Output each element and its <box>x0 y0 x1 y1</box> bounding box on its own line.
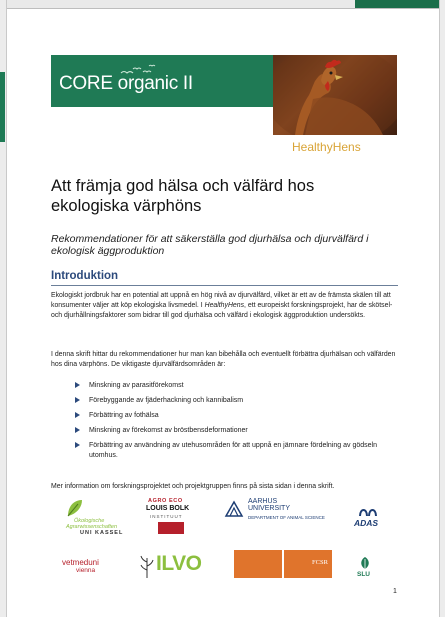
slu-leaf-icon <box>358 556 372 570</box>
page-number: 1 <box>393 588 397 595</box>
bullet-arrow-icon <box>75 427 80 433</box>
hen-photo <box>273 55 397 135</box>
welfare-areas-list <box>75 381 395 460</box>
list-item: Förbättring av användning av utehusområden för att uppnå en jämnare fördelning av gödseln utomhus. <box>75 441 395 460</box>
document-title: Att främja god hälsa och välfärd hos ekologiska värphöns <box>51 177 315 215</box>
window-right-edge <box>439 0 445 617</box>
aarhus-university-logo: AARHUS UNIVERSITY DEPARTMENT OF ANIMAL SCIENCE <box>224 498 334 528</box>
adas-logo: ADAS <box>352 504 384 532</box>
chicken-photo-icon <box>273 55 397 135</box>
bullet-arrow-icon <box>75 442 80 448</box>
louis-bolk-red-block <box>158 522 184 534</box>
intro-heading: Introduktion <box>51 270 119 282</box>
aarhus-seal-icon <box>224 500 244 518</box>
bullet-arrow-icon <box>75 382 80 388</box>
intro-paragraph <box>51 291 399 321</box>
window-top-tab <box>355 0 445 8</box>
project-name: HealthyHens <box>204 302 245 309</box>
vetmeduni-logo: vetmeduni vienna <box>62 558 99 574</box>
healthyhens-label: HealthyHens <box>292 140 361 154</box>
intro-paragraph-start: Ekologiskt jordbruk har en potential att uppnå en hög nivå av djurvälfärd, vilket är ett av de främsta skälen till att konsumenter väljer att köp ekologiska livsmedel. I <box>51 292 391 309</box>
uni-kassel-logo: Ökologische Agrarwissenschaften UNI KASSEL <box>62 498 124 534</box>
list-item: Förebyggande av fjäderhackning och kannibalism <box>75 396 395 405</box>
more-info-text: Mer information om forskningsprojektet och projektgruppen finns på sista sidan i denna skrift. <box>51 483 335 490</box>
document-page <box>8 12 438 612</box>
list-item: Förbättring av fothälsa <box>75 411 395 420</box>
fcsr-divider <box>282 550 284 578</box>
window-left-accent <box>0 72 5 142</box>
bullet-arrow-icon <box>75 397 80 403</box>
fcsr-logo: FCSR <box>234 550 332 578</box>
document-subtitle: Rekommendationer för att säkerställa god djurhälsa och djurvälfärd i ekologisk äggproduktion <box>51 233 369 257</box>
adas-arches-icon <box>359 504 377 516</box>
recommendations-paragraph: I denna skrift hittar du rekommendationer hur man kan bibehålla och eventuellt förbättra djurhälsan och välfärden hos dina värphöns. De viktigaste djurvälfärdsområden är: <box>51 351 396 368</box>
ilvo-plant-icon <box>140 554 154 578</box>
list-item: Minskning av förekomst av bröstbensdeformationer <box>75 426 395 435</box>
leaf-icon <box>64 498 84 518</box>
intro-divider <box>51 285 398 286</box>
louis-bolk-logo: AGRO ECO LOUIS BOLK INSTITUUT <box>144 498 198 536</box>
slu-logo: SLU <box>354 556 376 582</box>
intro-paragraph-end: , ett europeiskt forskningsprojekt, har de skötsel- och djurhållningsfaktorer som bidrar till god djurhälsa och välfärd i ekologisk äggproduktion undersökts. <box>51 302 393 319</box>
list-item: Minskning av parasitförekomst <box>75 381 395 390</box>
banner-title: CORE organic II <box>59 73 193 94</box>
bullet-arrow-icon <box>75 412 80 418</box>
ilvo-logo: ILVO <box>140 552 214 580</box>
